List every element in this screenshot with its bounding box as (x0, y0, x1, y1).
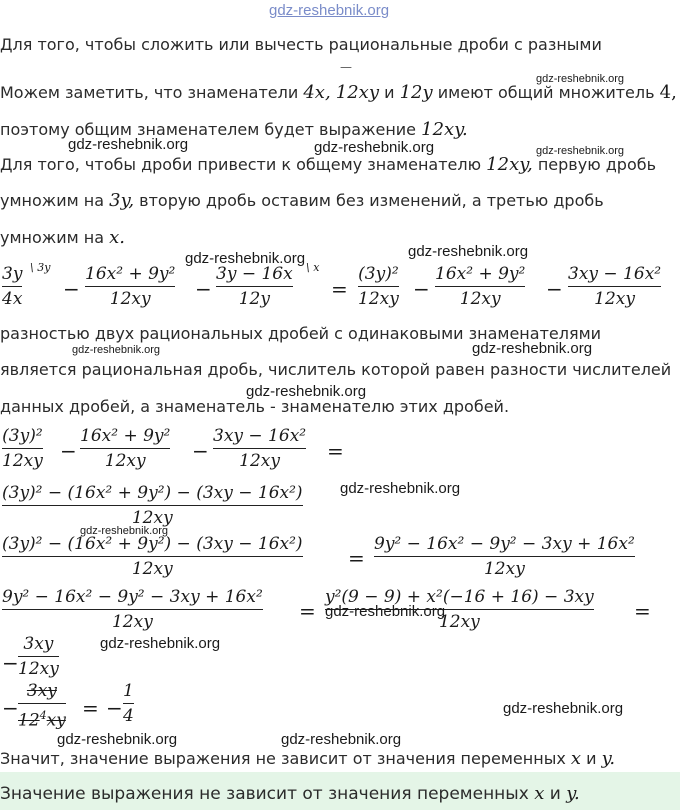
watermark: gdz-reshebnik.org (100, 635, 221, 652)
watermark: gdz-reshebnik.org (536, 145, 625, 157)
eq2-fraction-1: (3y)² 12xy (2, 426, 43, 471)
eq1-result-3: 3xy − 16x² 12xy (568, 264, 662, 309)
eq5-right-fraction: y²(9 − 9) + x²(−16 + 16) − 3xy 12xy (325, 587, 594, 632)
watermark-top[interactable]: gdz-reshebnik.org (269, 2, 390, 19)
eq1-fraction-3: 3y − 16x 12y (216, 264, 293, 309)
equals-sign: = (299, 599, 316, 623)
eq1-multiplier-3: \ x (306, 261, 320, 274)
equals-sign: = (331, 277, 348, 301)
eq6-fraction: 3xy 12xy (18, 634, 59, 679)
eq1-result-2: 16x² + 9y² 12xy (435, 264, 526, 309)
paragraph-3-line-2: умножим на 3y, вторую дробь оставим без изменений, а третью дробь (0, 190, 604, 211)
minus-sign: − (546, 277, 563, 301)
minus-sign: − (106, 696, 123, 720)
eq5-left-fraction: 9y² − 16x² − 9y² − 3xy + 16x² 12xy (2, 587, 263, 632)
eq7-result: 1 4 (123, 681, 134, 726)
answer-text: Значение выражения не зависит от значения переменных x и y. (0, 783, 580, 804)
answer-box (0, 772, 680, 810)
equals-sign: = (82, 696, 99, 720)
minus-sign: − (2, 696, 19, 720)
watermark: gdz-reshebnik.org (340, 480, 461, 497)
watermark: gdz-reshebnik.org (185, 250, 306, 267)
watermark: gdz-reshebnik.org (68, 136, 189, 153)
eq7-fraction: 3xy $12^4xy$ (18, 681, 66, 731)
watermark: gdz-reshebnik.org (325, 603, 446, 620)
watermark: gdz-reshebnik.org (72, 344, 161, 356)
intro-text: Для того, чтобы сложить или вычесть рациональные дроби с разными (0, 35, 602, 54)
eq4-right-fraction: 9y² − 16x² − 9y² − 3xy + 16x² 12xy (374, 534, 635, 579)
minus-sign: − (413, 277, 430, 301)
watermark: gdz-reshebnik.org (503, 700, 624, 717)
conclusion-text: Значит, значение выражения не зависит от значения переменных x и y. (0, 748, 616, 769)
rule-line-1: разностью двух рациональных дробей с одинаковыми знаменателями (0, 324, 602, 343)
watermark: gdz-reshebnik.org (57, 731, 178, 748)
paragraph-1: Можем заметить, что знаменатели 4x, 12xy и 12y имеют общий множитель 4, (0, 82, 677, 103)
minus-sign: − (60, 439, 77, 463)
equals-sign: = (348, 546, 365, 570)
watermark: gdz-reshebnik.org (472, 340, 593, 357)
rule-line-2: является рациональная дробь, числитель которой равен разности числителей (0, 360, 672, 379)
eq1-fraction-1: 3y 4x (2, 264, 23, 309)
eq3-fraction: (3y)² − (16x² + 9y²) − (3xy − 16x²) 12xy (2, 483, 303, 528)
watermark: gdz-reshebnik.org (314, 139, 435, 156)
equals-sign: = (327, 439, 344, 463)
eq1-result-1: (3y)² 12xy (358, 264, 399, 309)
watermark: gdz-reshebnik.org (80, 525, 169, 537)
eq2-fraction-3: 3xy − 16x² 12xy (213, 426, 307, 471)
eq1-multiplier-1: \ 3y (30, 261, 51, 274)
eq4-left-fraction: (3y)² − (16x² + 9y²) − (3xy − 16x²) 12xy (2, 534, 303, 579)
watermark: gdz-reshebnik.org (246, 383, 367, 400)
minus-sign: − (195, 277, 212, 301)
watermark: gdz-reshebnik.org (536, 73, 625, 85)
watermark: gdz-reshebnik.org (408, 243, 529, 260)
eq2-fraction-2: 16x² + 9y² 12xy (80, 426, 171, 471)
minus-sign: − (63, 277, 80, 301)
paragraph-3-line-3: умножим на x. (0, 227, 125, 248)
stray-mark: — (340, 60, 352, 74)
eq1-fraction-2: 16x² + 9y² 12xy (85, 264, 176, 309)
minus-sign: − (2, 651, 19, 675)
equals-sign: = (634, 599, 651, 623)
paragraph-2: поэтому общим знаменателем будет выражение 12xy. (0, 119, 468, 140)
paragraph-3-line-1: Для того, чтобы дроби привести к общему знаменателю 12xy, первую дробь (0, 154, 657, 175)
minus-sign: − (192, 439, 209, 463)
watermark: gdz-reshebnik.org (281, 731, 402, 748)
rule-line-3: данных дробей, а знаменатель - знаменателю этих дробей. (0, 397, 510, 416)
